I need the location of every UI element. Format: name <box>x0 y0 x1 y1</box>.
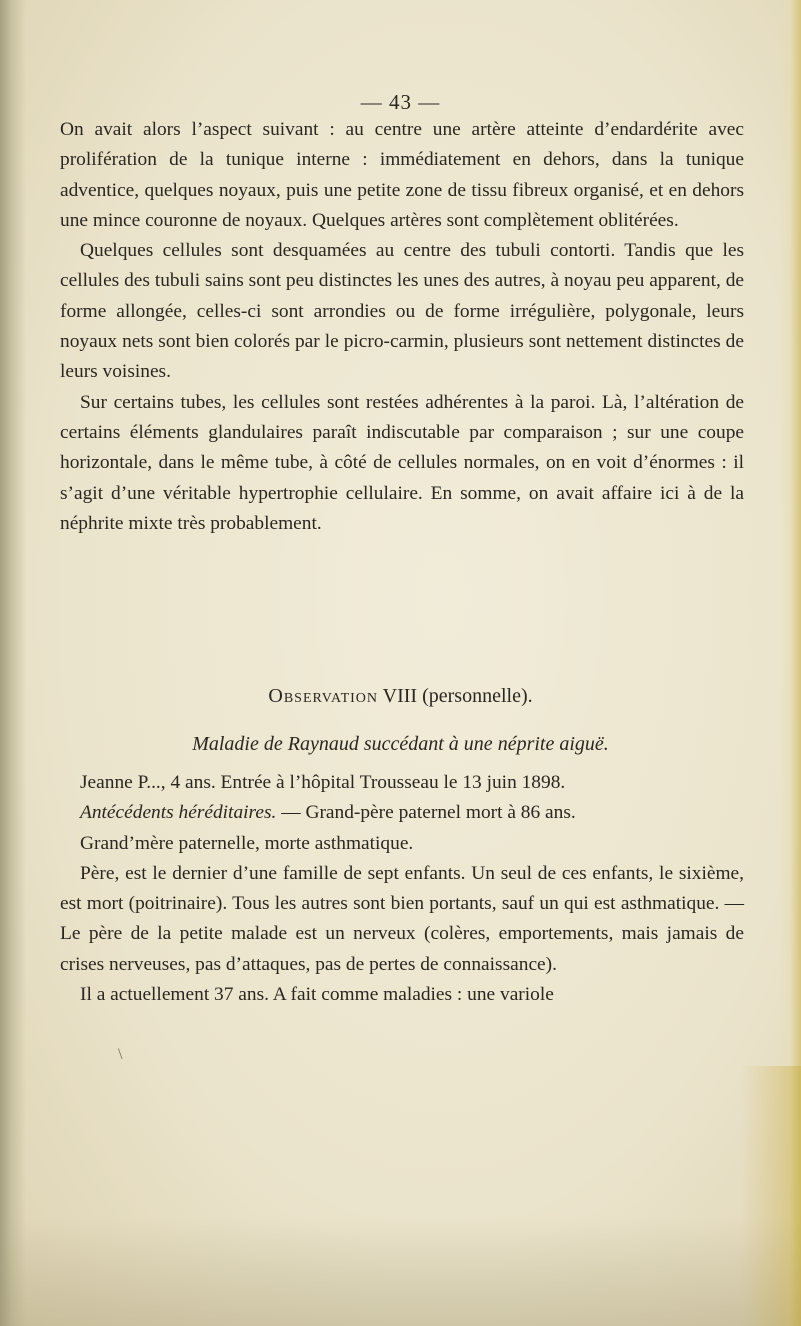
paragraph <box>60 798 744 828</box>
paragraph: On avait alors l’aspect suivant : au centre une artère atteinte d’endardérite avec prolifération de la tunique interne : immédiatement en dehors, dans la tunique adventice, quelques noyaux, puis une petite zone de tissu fibreux organisé, et en dehors une mince couronne de noyaux. Quelques artères sont complètement oblitérées. <box>60 119 744 231</box>
paragraph: Père, est le dernier d’une famille de sept enfants. Un seul de ces enfants, le sixième, est mort (poitrinaire). Tous les autres sont bien portants, sauf un qui est asthmatique. — Le père de la petite malade est un nerveux (colères, emportements, mais jamais de crises nerveuses, pas d’attaques, pas de pertes de connaissance). <box>60 862 744 975</box>
stray-mark: \ <box>118 1046 123 1063</box>
paragraph-text: — Grand-père paternel mort à 86 ans. <box>276 802 576 824</box>
paragraph: Sur certains tubes, les cellules sont restées adhérentes à la paroi. Là, l’altération de certains éléments glandulaires paraît indiscutable par comparaison ; sur une coupe horizontale, dans le même tube, à côté de cellules normales, on en voit d’énormes : il s’agit d’une véritable hypertrophie cellulaire. En somme, on avait affaire ici à de la néphrite mixte très probablement. <box>60 391 744 534</box>
observation-label: Observation <box>268 685 379 707</box>
paper-stain <box>0 1216 801 1326</box>
paper-stain-corner <box>741 1066 801 1326</box>
observation-subtitle: Maladie de Raynaud succédant à une néprite aiguë. <box>192 733 609 755</box>
paragraph: Jeanne P..., 4 ans. Entrée à l’hôpital Trousseau le 13 juin 1898. <box>80 772 566 793</box>
text-block-bottom <box>60 768 744 1010</box>
paragraph: Grand’mère paternelle, morte asthmatique. <box>80 832 414 854</box>
observation-number: VIII (personnelle). <box>378 685 533 707</box>
text-block-top <box>60 115 744 539</box>
observation-heading <box>0 685 801 708</box>
paragraph: Il a actuellement 37 ans. A fait comme maladies : une variole <box>80 984 554 1006</box>
page-edge-left <box>0 0 26 1326</box>
section-label: Antécédents héréditaires. <box>80 802 277 824</box>
paragraph: Quelques cellules sont desquamées au centre des tubuli contorti. Tandis que les cellules des tubuli sains sont peu distinctes les unes des autres, à noyau peu apparent, de forme allongée, celles-ci sont arrondies ou de forme irrégulière, polygonale, leurs noyaux nets sont bien colorés par le picro-carmin, plusieurs sont nettement distinctes de leurs voisines. <box>60 240 744 383</box>
page-number: — 43 — <box>360 90 441 114</box>
